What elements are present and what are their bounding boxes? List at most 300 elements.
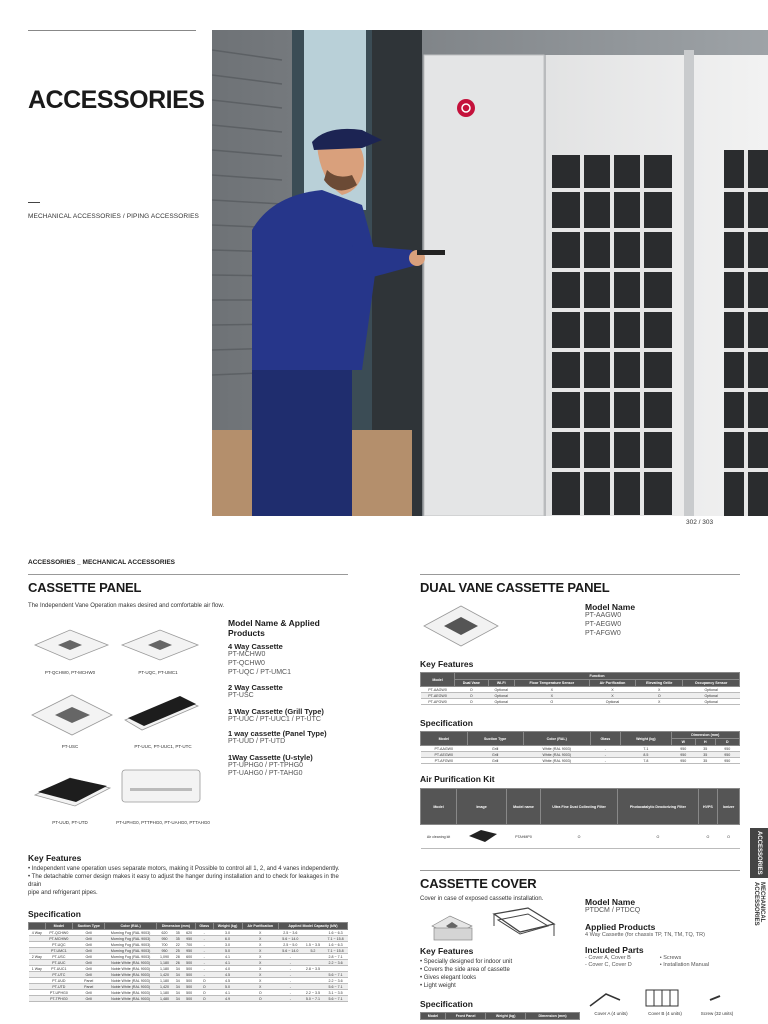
dual-spec-row-cell: PT-AEGW0 (421, 752, 468, 758)
spec-row-cell: X (242, 948, 278, 954)
spec-row-cell: 34 (173, 978, 183, 984)
cover-key-feature: • Light weight (420, 983, 456, 990)
spec-row-cell: Grill (73, 966, 105, 972)
kf-row-cell: X (636, 687, 683, 693)
apk-cell: O (718, 825, 740, 849)
spec-row-cell: 4.1 (213, 990, 242, 996)
spec-row-cell: 35 (173, 930, 183, 936)
model-line: PT-USC (228, 692, 254, 700)
spec-row-cell: Morning Fog (RAL 9003) (105, 948, 156, 954)
th: Wi-Fi (488, 680, 514, 687)
spec-row-cell: X (242, 942, 278, 948)
spec-row-cell: 22 (173, 942, 183, 948)
spec-row-cell: 5.0 (213, 984, 242, 990)
included-part: • Screws (659, 954, 682, 961)
spec-row-cell: - (196, 954, 214, 960)
spec-row-cell: 4.5 (213, 978, 242, 984)
th: Model (421, 1013, 446, 1020)
dual-vane-image (422, 600, 500, 652)
th: Model name (507, 789, 541, 825)
kf-row-cell: Optional (683, 699, 740, 705)
spec-row-cell: Grill (73, 936, 105, 942)
dual-spec-row-cell: White (RAL 9003) (523, 746, 590, 752)
cassette-images-icon (30, 620, 220, 830)
spec-row-cell: 34 (173, 966, 183, 972)
spec-row-cell: 700 (156, 942, 172, 948)
dual-spec-row-cell: 950 (715, 752, 740, 758)
dual-spec-row-cell: 950 (715, 746, 740, 752)
th: Suction Type (467, 732, 523, 746)
spec-row-cell: 3.0 (213, 930, 242, 936)
spec-row-cell: Noble White (RAL 9003) (105, 990, 156, 996)
spec-row-cell: 35 (173, 936, 183, 942)
dual-spec-row-cell: Grill (467, 746, 523, 752)
spec-row-cell: - (278, 996, 302, 1002)
spec-row-cell: 28 (173, 954, 183, 960)
section-rule (28, 574, 348, 575)
spec-row-cell: 2.8 ~ 7.1 (324, 954, 348, 960)
spec-row-cell: 2.8 ~ 3.5 (302, 966, 323, 972)
page-title: ACCESSORIES (28, 86, 205, 114)
spec-row-cell: 1,480 (156, 996, 172, 1002)
kf-row-cell: X (589, 687, 635, 693)
part-caption: Cover A (4 units) (594, 1011, 628, 1016)
cassette-cover-intro: Cover in case of exposed cassette installation. (420, 896, 544, 902)
section-rule (420, 574, 740, 575)
kf-row-cell: O (514, 699, 589, 705)
spec-row (29, 996, 348, 1002)
spec-row-cell: 25 (173, 948, 183, 954)
dual-spec-row-cell: 950 (671, 752, 695, 758)
spec-row-cell: 1,180 (156, 966, 172, 972)
apk-cell: Air cleaning kit (421, 825, 457, 849)
cover-key-features (420, 958, 512, 990)
cassette-panel-intro: The Independent Vane Operation makes desired and comfortable air flow. (28, 603, 225, 609)
cover-spec-table (420, 1012, 580, 1020)
spec-row-cell: 2.2 ~ 3.6 (324, 960, 348, 966)
dual-model: PT-AEGW0 (585, 620, 622, 628)
th: Ultra Fine Dust Collecting Filter (540, 789, 617, 825)
spec-row-cell: 5.6 ~ 7.1 (324, 996, 348, 1002)
spec-row-cell: 500 (183, 972, 196, 978)
spec-row-cell: Panel (73, 984, 105, 990)
spec-row-cell: - (278, 972, 302, 978)
spec-row-cell: X (242, 960, 278, 966)
part-caption: Cover B (4 units) (648, 1011, 682, 1016)
spec-row-cell: 1.6 ~ 6.3 (324, 942, 348, 948)
spec-row-cell: O (242, 990, 278, 996)
image-caption-5: PT-UUD, PT-UTD (52, 820, 88, 825)
spec-row-cell: Panel (73, 978, 105, 984)
spec-row-cell: Grill (73, 972, 105, 978)
spec-row-cell: 1,180 (156, 978, 172, 984)
spec-row-cell: 26 (173, 960, 183, 966)
spec-row-cell: X (242, 930, 278, 936)
th: Image (457, 789, 507, 825)
spec-row-cell: 500 (183, 960, 196, 966)
spec-row-cell: 1,420 (156, 984, 172, 990)
th: Glass (590, 732, 620, 746)
dual-spec-row-cell: White (RAL 9003) (523, 752, 590, 758)
part-caption: Screw (32 units) (700, 1011, 734, 1016)
th: Glass (196, 923, 214, 930)
spec-row-cell: PT-TPHG0 (45, 996, 72, 1002)
spec-row-cell: 4 Way (29, 930, 46, 936)
key-features-title: Key Features (28, 853, 82, 863)
kf-row-cell: Optional (488, 687, 514, 693)
apk-cell: PTAHMP0 (507, 825, 541, 849)
spec-row-cell: 2.2 ~ 3.6 (324, 978, 348, 984)
spec-row-cell: Grill (73, 948, 105, 954)
dual-key-features-table (420, 672, 740, 705)
spec-row-cell: 1,180 (156, 990, 172, 996)
spec-row-cell (29, 996, 46, 1002)
spec-row-cell: 500 (183, 996, 196, 1002)
spec-row-cell: - (196, 930, 214, 936)
cover-model-block (585, 897, 745, 968)
model-list (228, 618, 358, 779)
spec-row-cell: Grill (73, 996, 105, 1002)
spec-row-cell: 4.5 (213, 972, 242, 978)
spec-row-cell: Morning Fog (RAL 9003) (105, 930, 156, 936)
kf-row-cell: X (636, 699, 683, 705)
spec-row-cell: 950 (183, 936, 196, 942)
applied-text: 4 Way Cassette (for chassis TP, TN, TM, TQ, TR) (585, 931, 705, 938)
air-cleaning-kit-icon (465, 828, 499, 844)
dual-vane-panel-icon (422, 600, 500, 652)
spec-row-cell: PT-USC (45, 954, 72, 960)
spec-row-cell: Noble White (RAL 9003) (105, 996, 156, 1002)
spec-row-cell: 5.2 (302, 948, 323, 954)
dual-spec-row-cell: 7.8 (621, 758, 671, 764)
dual-spec-row-cell: PT-AFGW0 (421, 758, 468, 764)
technician-outdoor-unit-illustration (212, 30, 768, 516)
key-features-list (28, 865, 348, 897)
spec-row-cell: 2.2 ~ 3.5 (302, 990, 323, 996)
kf-row-cell: O (636, 693, 683, 699)
th-group: Applied Model Capacity (kW) (278, 923, 347, 930)
apk-table (420, 788, 740, 849)
spec-row-cell: Noble White (RAL 9003) (105, 984, 156, 990)
spec-row-cell: Morning Fog (RAL 9003) (105, 936, 156, 942)
model-group-head: 1Way Cassette (U-style) (228, 752, 313, 762)
dual-spec-row-cell: 7.1 (621, 746, 671, 752)
dual-spec-table (420, 731, 740, 764)
spec-row-cell: - (278, 984, 302, 990)
image-caption-6: PT-UPHG0, PTTPHG0, PT-UAHG0, PTTAHG0 (116, 820, 210, 825)
lg-logo-icon (457, 99, 475, 117)
spec-row-cell: 5.6 ~ 14.0 (278, 936, 302, 942)
cover-key-feature: • Covers the side area of cassette (420, 967, 510, 974)
spec-row-cell: PT-UMC1 (45, 948, 72, 954)
spec-row-cell: 950 (183, 948, 196, 954)
kf-row-cell: O (455, 687, 488, 693)
kf-row-cell: Optional (488, 693, 514, 699)
spec-row-cell: PT-UTD (45, 984, 72, 990)
th: D (715, 739, 740, 746)
image-caption-4: PT-UUC, PT-UUC1, PT-UTC (134, 744, 192, 749)
spec-row-cell: 5.6 ~ 7.1 (324, 984, 348, 990)
dual-spec-row-cell: 950 (671, 746, 695, 752)
cover-model-heading: Model Name (585, 897, 636, 907)
spec-row-cell: 1,420 (156, 972, 172, 978)
th: Elevating Grille (636, 680, 683, 687)
spec-row-cell: 2.5 ~ 5.0 (278, 942, 302, 948)
dual-model: PT-AFGW0 (585, 629, 621, 637)
spec-row-cell: 2 Way (29, 954, 46, 960)
apk-title: Air Purification Kit (420, 774, 495, 784)
spec-row-cell: O (196, 990, 214, 996)
th: Model (421, 732, 468, 746)
spec-row-cell: 5.6 ~ 7.1 (324, 972, 348, 978)
spec-row-cell: PT-UQC (45, 942, 72, 948)
th-group: Dimension (mm) (671, 732, 739, 739)
spec-row-cell: - (278, 978, 302, 984)
spec-row-cell: 1.6 ~ 6.3 (324, 930, 348, 936)
spec-row-cell: O (196, 978, 214, 984)
spec-row-cell: X (242, 954, 278, 960)
included-part: • Installation Manual (659, 961, 710, 968)
spec-row-cell: Grill (73, 930, 105, 936)
spec-row-cell: - (278, 990, 302, 996)
spec-row-cell: - (196, 960, 214, 966)
included-part: - Cover A, Cover B (585, 954, 631, 961)
hero-photo (212, 30, 768, 516)
kf-row-cell: X (514, 693, 589, 699)
dual-spec-row-cell: PT-AAGW0 (421, 746, 468, 752)
cassette-cover-title: CASSETTE COVER (420, 876, 537, 891)
spec-row-cell: 950 (156, 936, 172, 942)
spec-row-cell: - (196, 948, 214, 954)
th: Air Purification (589, 680, 635, 687)
th: HVPS (698, 789, 717, 825)
spec-row-cell: 6.0 (213, 936, 242, 942)
th: Ionizer (718, 789, 740, 825)
cover-key-feature: • Gives elegant looks (420, 975, 477, 982)
dual-spec-row-cell: 35 (695, 752, 715, 758)
spec-row-cell: O (196, 996, 214, 1002)
th: Occupancy Sensor (683, 680, 740, 687)
spec-row-cell: 34 (173, 990, 183, 996)
dual-spec-row-cell: 35 (695, 758, 715, 764)
spec-row-cell: Morning Fog (RAL 9003) (105, 942, 156, 948)
spec-row-cell: 500 (183, 978, 196, 984)
th: Weight (kg) (486, 1013, 526, 1020)
dual-spec-row-cell: White (RAL 9003) (523, 758, 590, 764)
spec-row-cell: Noble White (RAL 9003) (105, 978, 156, 984)
spec-row-cell: 5.6 ~ 14.0 (278, 948, 302, 954)
dual-key-features-title: Key Features (420, 659, 474, 669)
th: Floor Temperature Sensor (514, 680, 589, 687)
kf-row-cell: Optional (683, 687, 740, 693)
spec-row-cell: 7.1 ~ 15.8 (324, 948, 348, 954)
spec-row-cell: X (242, 984, 278, 990)
included-part: - Cover C, Cover D (585, 961, 632, 968)
dual-spec-row (421, 758, 740, 764)
section-rule (420, 870, 740, 871)
page-numbers: 302 / 303 (686, 519, 714, 526)
spec-row-cell: 3.1 ~ 3.5 (324, 990, 348, 996)
spec-row-cell: - (278, 954, 302, 960)
spec-row-cell: 1,090 (156, 954, 172, 960)
spec-row-cell: 5.0 ~ 7.1 (302, 996, 323, 1002)
cover-parts-icon (586, 988, 736, 1012)
spec-row-cell: 7.1 ~ 15.8 (324, 936, 348, 942)
spec-row-cell: Noble White (RAL 9003) (105, 960, 156, 966)
spec-row-cell: PT-UPHG0 (45, 990, 72, 996)
dual-spec-row-cell: - (590, 758, 620, 764)
th-group: Function (455, 673, 740, 680)
cover-images (428, 906, 568, 946)
spec-row-cell: X (242, 966, 278, 972)
image-caption-3: PT-USC (61, 744, 79, 749)
th: Photocatalytic Deodorizing Filter (618, 789, 698, 825)
dual-spec-row-cell: 8.5 (621, 752, 671, 758)
cover-key-features-title: Key Features (420, 946, 474, 956)
cover-models: PTDCM / PTDCQ (585, 907, 641, 914)
spec-row-cell: - (278, 960, 302, 966)
cover-spec-title: Specification (420, 999, 473, 1009)
applied-heading: Applied Products (585, 921, 656, 932)
th: Weight (kg) (213, 923, 242, 930)
model-group-head: 1 Way Cassette (Grill Type) (228, 707, 324, 716)
spec-row-cell: PT-MCHW0 (45, 936, 72, 942)
spec-row-cell: 600 (183, 954, 196, 960)
spec-row-cell: O (196, 984, 214, 990)
spec-row-cell: PT-UUC (45, 960, 72, 966)
cover-key-feature: • Specially designed for indoor unit (420, 959, 513, 965)
spec-row-cell: PT-UTC (45, 972, 72, 978)
th: Color (RAL) (105, 923, 156, 930)
apk-image-cell (457, 825, 507, 849)
spec-row-cell: - (196, 966, 214, 972)
cassette-cover-icon (428, 906, 568, 946)
model-group-head: 1 way cassette (Panel Type) (228, 728, 327, 738)
section-tag: ACCESSORIES _ MECHANICAL ACCESSORIES (28, 559, 175, 566)
spec-row-cell: Grill (73, 960, 105, 966)
dual-spec-row-cell: Grill (467, 752, 523, 758)
th-group: Dimension (mm) (156, 923, 195, 930)
spec-row-cell: 5.0 (213, 948, 242, 954)
spec-table-wrap (28, 922, 348, 1024)
model-group-head: 4 Way Cassette (228, 642, 283, 651)
spec-row-cell: X (242, 936, 278, 942)
th: Model (45, 923, 72, 930)
spec-row-cell: Grill (73, 990, 105, 996)
th: Front Panel (446, 1013, 486, 1020)
spec-row-cell: X (242, 972, 278, 978)
spec-row-cell: PT-QCHW0 (45, 930, 72, 936)
spec-row-cell: 1 Way (29, 966, 46, 972)
spec-row-cell: 34 (173, 996, 183, 1002)
dual-spec-row-cell: Grill (467, 758, 523, 764)
top-rule (28, 30, 196, 31)
model-line: PT-UUD / PT-UTD (228, 737, 286, 745)
spec-row-cell: Noble White (RAL 9003) (105, 972, 156, 978)
kf-row-cell: PT-AAGW0 (421, 687, 455, 693)
apk-cell: O (540, 825, 617, 849)
spec-row-cell: Morning Fog (RAL 9003) (105, 954, 156, 960)
spec-row-cell: 500 (183, 984, 196, 990)
kf-row-cell: Optional (683, 693, 740, 699)
spec-row-cell: 3.0 (213, 942, 242, 948)
spec-row-cell: - (196, 936, 214, 942)
spec-row-cell: PT-UUD (45, 978, 72, 984)
spec-row-cell: Noble White (RAL 9003) (105, 966, 156, 972)
spec-row-cell: - (278, 966, 302, 972)
spec-title: Specification (28, 909, 81, 919)
th: Dual Vane (455, 680, 488, 687)
spec-row-cell: 34 (173, 984, 183, 990)
spec-row-cell: Grill (73, 954, 105, 960)
dual-spec-row-cell: - (590, 746, 620, 752)
page-subtitle: MECHANICAL ACCESSORIES / PIPING ACCESSORIES (28, 213, 199, 220)
image-caption-2: PT-UQC, PT-UMC1 (138, 670, 178, 675)
dual-spec-row-cell: - (590, 752, 620, 758)
spec-row-cell: 500 (183, 990, 196, 996)
image-caption-1: PT-QCHW0, PT-MCHW0 (44, 670, 96, 675)
kf-row-cell: PT-AEGW0 (421, 693, 455, 699)
spec-row-cell: 4.9 (213, 996, 242, 1002)
th: Air Purification (242, 923, 278, 930)
kf-row-cell: X (589, 693, 635, 699)
side-tab-accessories[interactable]: ACCESSORIES (750, 828, 768, 878)
dual-vane-title: DUAL VANE CASSETTE PANEL (420, 580, 610, 595)
spec-row-cell: 950 (156, 948, 172, 954)
dual-model-heading: Model Name (585, 602, 636, 612)
th: Model (421, 673, 455, 687)
model-heading: Model Name & Applied Products (228, 618, 320, 638)
key-feature: • Independent vane operation uses separate motors, making it Possible to control all 1, 2, and 4 vanes independently. (28, 866, 340, 872)
dual-spec-row-cell: 35 (695, 746, 715, 752)
kf-row-cell: O (455, 699, 488, 705)
th: Color (RAL) (523, 732, 590, 746)
kf-row-cell: Optional (589, 699, 635, 705)
title-rule (28, 202, 40, 203)
spec-row-cell: 4.1 (213, 960, 242, 966)
cassette-image-grid (30, 620, 220, 830)
th: H (695, 739, 715, 746)
spec-row-cell: 620 (156, 930, 172, 936)
model-line: PT-UAHG0 / PT-TAHG0 (228, 770, 303, 778)
dual-spec-row-cell: 950 (671, 758, 695, 764)
side-tab-mechanical[interactable]: MECHANICAL ACCESSORIES (753, 882, 765, 926)
th: Weight (kg) (621, 732, 671, 746)
th: Dimension (mm) (526, 1013, 580, 1020)
spec-row-cell: Grill (73, 942, 105, 948)
model-line: PT-UPHG0 / PT-TPHG0 (228, 761, 304, 769)
spec-row-cell: 700 (183, 942, 196, 948)
dual-spec-row-cell: 950 (715, 758, 740, 764)
key-feature: pipe and refrigerant pipes. (28, 890, 98, 897)
kf-row-cell: X (514, 687, 589, 693)
key-feature: • The detachable corner design makes it easy to adjust the hanger during installation and to check for leakages in the drain (28, 874, 339, 889)
model-line: PT-MCHW0 (228, 651, 266, 658)
spec-row-cell: O (242, 996, 278, 1002)
model-line: PT-UUC / PT-UUC1 / PT-UTC (228, 716, 321, 723)
spec-table (28, 922, 348, 1002)
cassette-panel-title: CASSETTE PANEL (28, 580, 142, 595)
spec-row-cell: 2.5 ~ 3.6 (278, 930, 302, 936)
model-line: PT-QCHW0 (228, 659, 265, 667)
apk-cell: O (618, 825, 698, 849)
th: W (671, 739, 695, 746)
th: Suction Type (73, 923, 105, 930)
spec-row-cell: 1,180 (156, 960, 172, 966)
spec-row-cell: - (196, 972, 214, 978)
dual-model-block (585, 602, 635, 638)
spec-row-cell: PT-UUC1 (45, 966, 72, 972)
